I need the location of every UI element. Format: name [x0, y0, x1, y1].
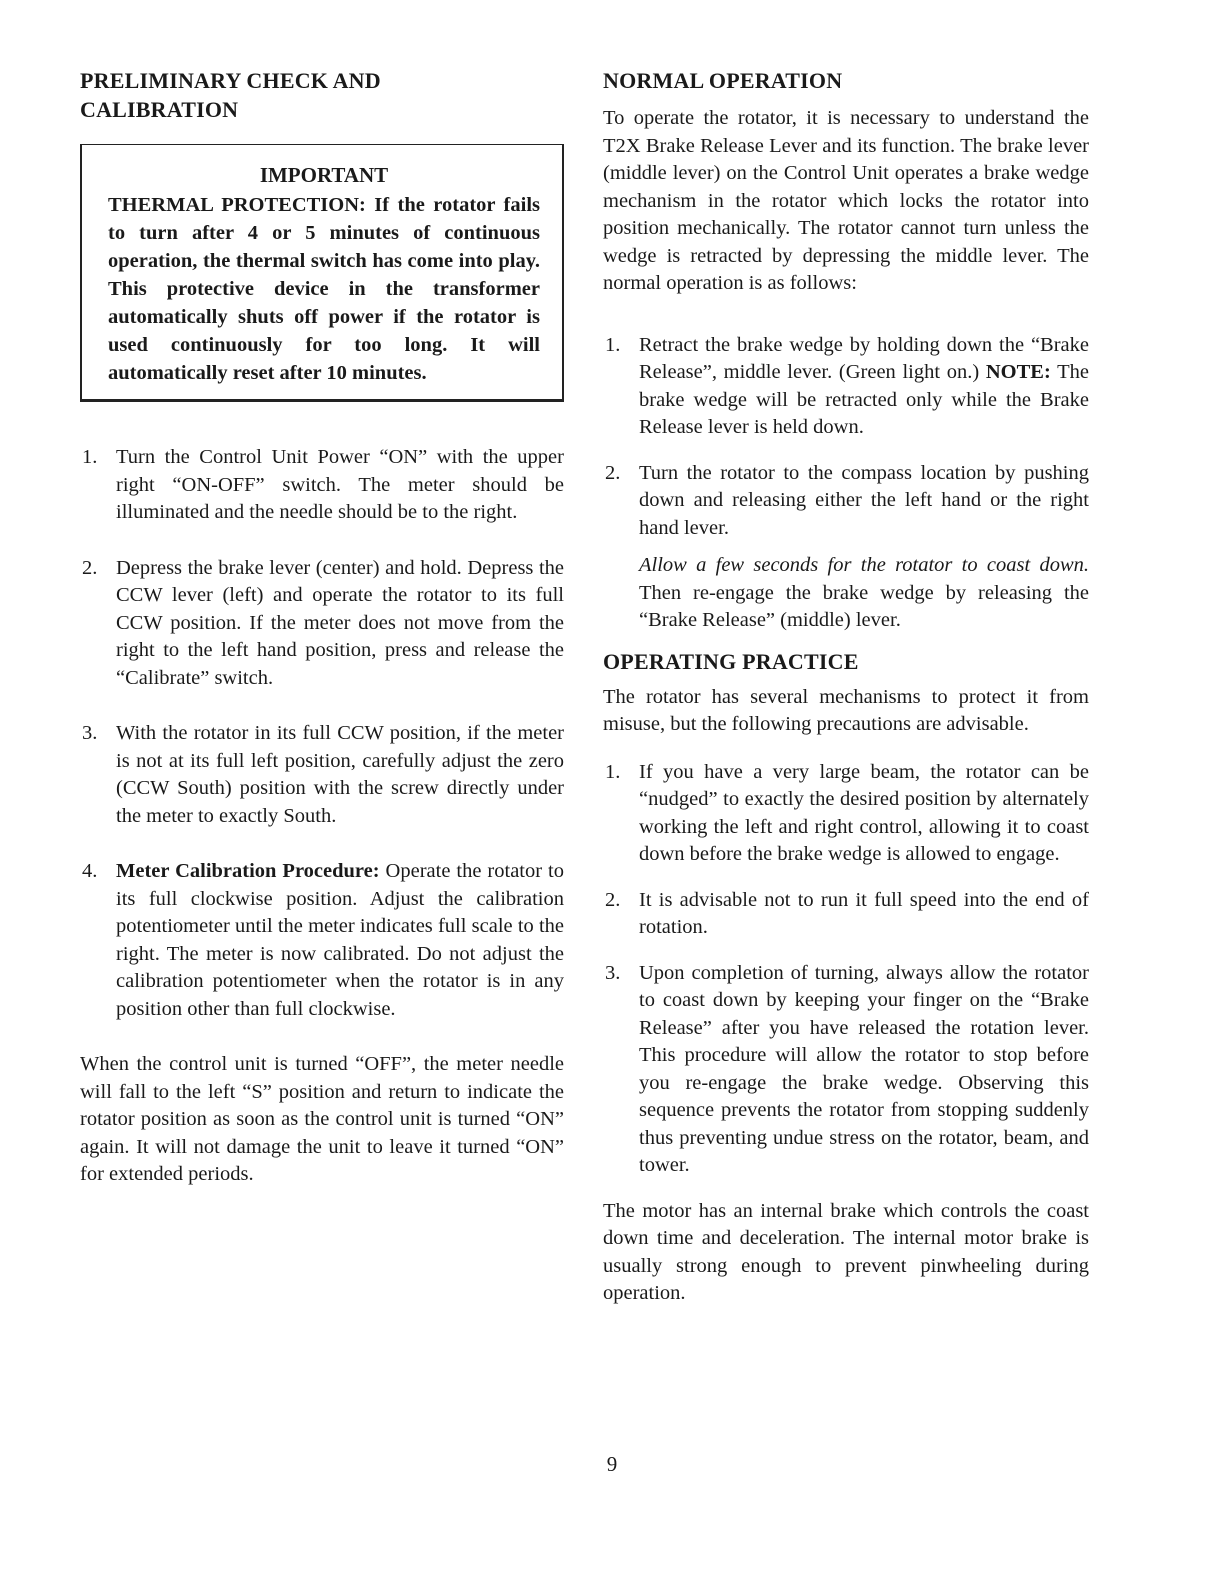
- step-number: 2.: [605, 888, 621, 911]
- important-title: IMPORTANT: [259, 163, 389, 187]
- note-italic: Allow a few seconds for the rotator to coast down.: [639, 554, 1089, 576]
- closing-paragraph: When the control unit is turned “OFF”, the meter needle will fall to the left “S” position and return to indicate the rotator position as soon as the control unit is turned “ON” again. It will not damage the unit to leave it turned “ON” for extended periods.: [80, 1053, 564, 1185]
- step-text: If you have a very large beam, the rotator can be “nudged” to exactly the desired position by alternately working the left and right control, allowing it to coast down before the brake wedge is allowed to engage.: [639, 760, 1089, 865]
- list-item: [80, 444, 564, 527]
- list-item: [603, 960, 1089, 1180]
- step-number: 2.: [82, 556, 98, 579]
- heading-line-1: PRELIMINARY CHECK AND: [80, 68, 381, 93]
- calibration-steps: [80, 444, 564, 1023]
- page-number: 9: [606, 1452, 618, 1476]
- left-column: [80, 66, 564, 1189]
- list-item: [603, 332, 1089, 442]
- list-item: [80, 858, 564, 1023]
- step-number: 1.: [605, 333, 621, 356]
- list-item: [603, 887, 1089, 942]
- step-number: 1.: [82, 446, 98, 468]
- step-lead-bold: Meter Calibration Procedure:: [116, 860, 380, 882]
- step-text: Operate the rotator to its full clockwise position. Adjust the calibration potentiometer until the meter indicates full scale to the right. The meter is now calibrated. Do not adjust the calibration potentiometer when the rotator is in any position other than full clockwise.: [116, 860, 564, 1020]
- practice-steps: [603, 759, 1089, 1180]
- step-number: 3.: [82, 722, 98, 744]
- step-text: Upon completion of turning, always allow the rotator to coast down by keeping your finger on the “Brake Release” after you have released the rotation lever. This procedure will allow the rotator to stop before you re-engage the brake wedge. Observing this sequence prevents the rotator from stopping suddenly thus preventing undue stress on the rotator, beam, and tower.: [639, 961, 1089, 1176]
- heading-line-2: CALIBRATION: [80, 97, 239, 122]
- step-number: 4.: [82, 860, 98, 882]
- normal-operation-intro: To operate the rotator, it is necessary to understand the T2X Brake Release Lever and its function. The brake lever (middle lever) on the Control Unit operates a brake wedge mechanism in the rotator which locks the rotator into position mechanically. The rotator cannot turn unless the wedge is retracted by depressing the middle lever. The normal operation is as follows:: [603, 107, 1089, 294]
- section-heading-normal-operation: NORMAL OPERATION: [603, 68, 843, 93]
- section-heading-operating-practice: OPERATING PRACTICE: [603, 648, 859, 674]
- step-text: The brake wedge will be retracted only while the Brake Release lever is held down.: [639, 361, 1089, 438]
- operating-practice-intro: The rotator has several mechanisms to protect it from misuse, but the following precautions are advisable.: [603, 685, 1089, 735]
- list-item: [80, 555, 564, 693]
- step-text: It is advisable not to run it full speed into the end of rotation.: [639, 888, 1089, 938]
- section-heading-preliminary: [80, 66, 564, 124]
- step-text: Turn the rotator to the compass location by pushing down and releasing either the left hand or the right hand lever.: [639, 461, 1089, 539]
- step-text: With the rotator in its full CCW position, if the meter is not at its full left position, carefully adjust the zero (CCW South) position with the screw directly under the meter to exactly South.: [116, 722, 564, 827]
- step-number: 2.: [605, 461, 621, 484]
- important-notice-box: [80, 144, 564, 402]
- list-item: [603, 460, 1089, 543]
- note-rest: Then re-engage the brake wedge by releasing the “Brake Release” (middle) lever.: [639, 581, 1089, 631]
- step-text: Depress the brake lever (center) and hold. Depress the CCW lever (left) and operate the rotator to its full CCW position. If the meter does not move from the right to the left hand position, press and release the “Calibrate” switch.: [116, 556, 564, 689]
- list-item: [80, 720, 564, 830]
- coast-down-note: [603, 552, 1089, 635]
- right-column: [603, 66, 1089, 1308]
- note-label: NOTE:: [985, 361, 1051, 383]
- step-text: Retract the brake wedge by holding down the “Brake Release”, middle lever. (Green light on.): [639, 333, 1089, 383]
- step-text: Turn the Control Unit Power “ON” with the upper right “ON-OFF” switch. The meter should be illuminated and the needle should be to the right.: [116, 446, 564, 523]
- step-number: 1.: [605, 760, 621, 783]
- list-item: [603, 759, 1089, 869]
- thermal-protection-text: THERMAL PROTECTION: If the rotator fails to turn after 4 or 5 minutes of continuous operation, the thermal switch has come into play. This protective device in the transformer automatically shuts off power if the rotator is used continuously for too long. It will automatically reset after 10 minutes.: [108, 194, 540, 384]
- motor-brake-paragraph: The motor has an internal brake which controls the coast down time and deceleration. The internal motor brake is usually strong enough to prevent pinwheeling during operation.: [603, 1199, 1089, 1304]
- operation-steps: [603, 332, 1089, 543]
- step-number: 3.: [605, 961, 621, 984]
